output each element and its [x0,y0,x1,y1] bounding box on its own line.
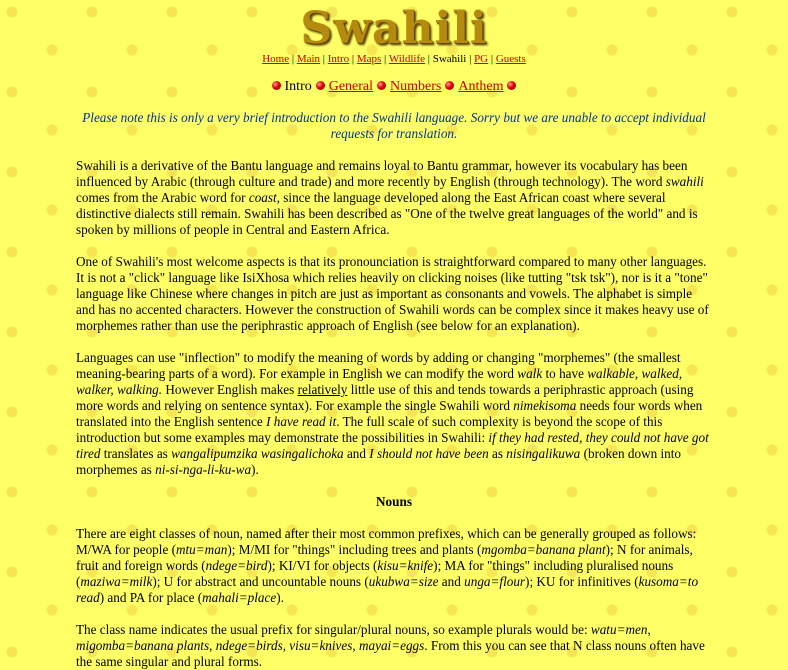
nav-separator: | [320,53,328,65]
swahili-term: watu=men [590,622,648,637]
swahili-term: kusoma=to read [76,574,699,605]
swahili-term: ndege=bird [205,558,268,573]
nav-link-wildlife[interactable]: Wildlife [388,53,426,65]
swahili-term: mtu=man [175,542,228,557]
nav-link-swahili: Swahili [432,53,467,65]
nav-link-main[interactable]: Main [296,53,321,65]
paragraph-intro: Swahili is a derivative of the Bantu language and remains loyal to Bantu grammar, however its vocabulary has been influenced by Arabic (through culture and trade) and more recently by English (through technology). The word swahili comes from the Arabic word for coast, since the language developed along the East African coast where several distinctive dialects still remain. Swahili has been described as "One of the twelve great languages of the world" and is spoken by millions of people in Central and Eastern Africa. [76,158,704,237]
swahili-term: nimekisoma [513,398,577,413]
site-logo: Swahili [300,3,488,54]
nav-link-intro[interactable]: Intro [327,53,350,65]
header [0,0,788,52]
swahili-term: mahali=place [202,590,277,605]
swahili-term: mayai=eggs [358,638,425,653]
nav-separator: | [488,53,496,65]
nav-separator: | [425,53,433,65]
bullet-dot-icon [272,81,281,90]
nav-separator: | [381,53,389,65]
main-content [76,158,712,670]
section-navigation [0,79,788,95]
bullet-dot-icon [507,81,516,90]
swahili-term: migomba=banana plants [76,638,210,653]
bullet-dot-icon [316,81,325,90]
swahili-term: unga=flour [464,574,526,589]
paragraph-pronunciation: One of Swahili's most welcome aspects is that its pronounciation is straightforward compared to many other languages. It is not a "click" language like IsiXhosa which relies heavily on clicking noises (like tutting "tsk tsk"), nor is it a "tone" language like Chinese where changes in pitch are just as important as consonants and vowels. The alphabet is simple and has no accented characters. However the construction of Swahili words can be complex since it makes heavy use of morphemes rather than use the periphrastic approach of English (see below for an explanation). [76,254,709,333]
swahili-term: kisu=knife [377,558,434,573]
swahili-term: nisingalikuwa [506,446,581,461]
swahili-term: I should not have been [369,446,489,461]
swahili-term: maziwa=milk [80,574,153,589]
paragraph-inflection: Languages can use "inflection" to modify the meaning of words by adding or changing "morphemes" (the smallest meaning-bearing parts of a word). For example in English we can modify the word walk to have walkable, walked, walker, walking. However English makes relatively little use of this and tends towards a periphrastic approach (using more words and relying on sentence syntax). For example the single Swahili word nimekisoma needs four words when translated into the English sentence I have read it. The full scale of such complexity is beyond the scope of this introduction but some examples may demonstrate the possibilities in Swahili: if they had rested, they could not have got tired translates as wangalipumzika wasingalichoka and I should not have been as nisingalikuwa (broken down into morphemes as ni-si-nga-li-ku-wa). [76,350,709,477]
section-link-general[interactable]: General [328,79,374,94]
section-link-anthem[interactable]: Anthem [458,79,504,94]
top-navigation [0,52,788,66]
nav-link-pg[interactable]: PG [474,53,489,65]
swahili-term: I have read it [266,414,337,429]
swahili-term: ukubwa=size [368,574,439,589]
swahili-term: ndege=birds [215,638,283,653]
nav-link-guests[interactable]: Guests [495,53,526,65]
nav-separator: | [349,53,357,65]
section-link-numbers[interactable]: Numbers [390,79,442,94]
swahili-term: visu=knives [289,638,353,653]
swahili-term: if they had rested, they could not have got tired [76,430,709,461]
nav-separator: | [466,53,475,65]
translation-notice: Please note this is only a very brief introduction to the Swahili language. Sorry but we are unable to accept individual requests for translation. [82,110,706,141]
bullet-dot-icon [377,81,386,90]
swahili-term: coast [248,190,277,205]
underlined-term: relatively [297,382,348,397]
swahili-term: ni-si-nga-li-ku-wa [155,462,252,477]
nav-link-home[interactable]: Home [262,53,290,65]
swahili-term: mgomba=banana plant [481,542,606,557]
nav-link-maps[interactable]: Maps [356,53,382,65]
section-link-intro: Intro [284,79,312,94]
section-heading-nouns: Nouns [376,494,412,509]
swahili-term: swahili [665,174,704,189]
nav-separator: | [289,53,297,65]
swahili-term: walk [517,366,543,381]
swahili-term: walkable, walked, walker, walking. [76,366,683,397]
paragraph-noun-classes: There are eight classes of noun, named after their most common prefixes, which can be generally grouped as follows: M/WA for people (mtu=man); M/MI for "things" including trees and plants (mgomba=banana plant); N for animals, fruit and foreign words (ndege=bird); KI/VI for objects (kisu=knife); MA for "things" including pluralised nouns (maziwa=milk); U for abstract and uncountable nouns (ukubwa=size and unga=flour); KU for infinitives (kusoma=to read) and PA for place (mahali=place). [76,526,699,605]
bullet-dot-icon [445,81,454,90]
paragraph-plurals: The class name indicates the usual prefix for singular/plural nouns, so example plurals would be: watu=men, migomba=banana plants, ndege=birds, visu=knives, mayai=eggs. From this you can see that N class nouns often have the same singular and plural forms. [76,622,705,669]
swahili-term: wangalipumzika wasingalichoka [171,446,344,461]
